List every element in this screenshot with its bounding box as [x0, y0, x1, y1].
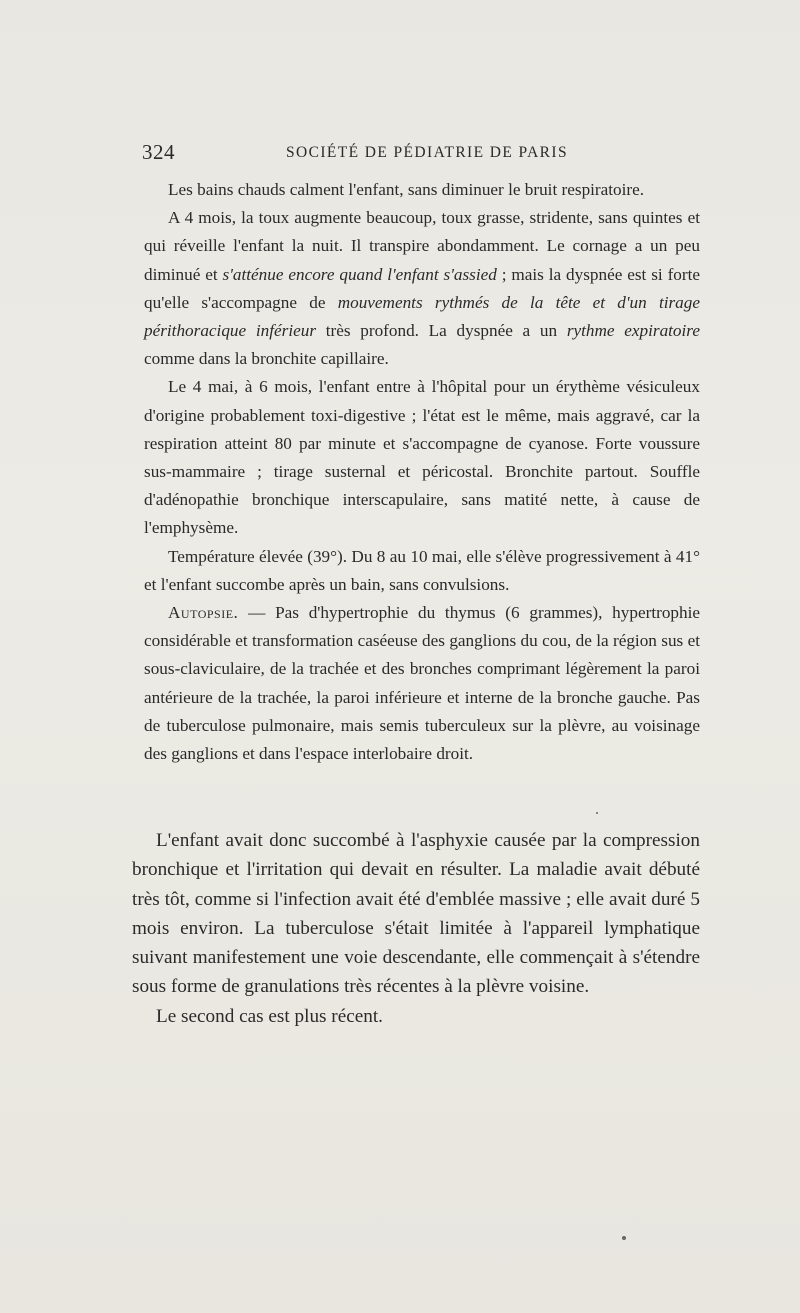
italic-phrase: rythme expiratoire [566, 321, 700, 341]
ink-speck [622, 1236, 626, 1240]
paragraph-temperature: Température élevée (39°). Du 8 au 10 mai, elle s'élève progressivement à 41° et l'enfant succombe après un bain, sans convulsions. [144, 546, 700, 594]
paragraph-bains: Les bains chauds calment l'enfant, sans diminuer le bruit respiratoire. [168, 180, 645, 199]
case-report-text [144, 176, 700, 768]
page-header [142, 140, 702, 170]
paragraph-quatre-mois: A 4 mois, la toux augmente beaucoup, toux grasse, stridente, sans quintes et qui réveille l'enfant la nuit. Il transpire abondamment. Le cornage a un peu diminué et s'atténue encore quand l'enfant s'assied ; mais la dyspnée est si forte qu'elle s'accompagne de mouvements rythmés de la tête et d'un tirage périthoracique inférieur très profond. La dyspnée a un rythme expiratoire comme dans la bronchite capillaire. [144, 208, 701, 369]
paragraph-autopsie: Autopsie. — Pas d'hypertrophie du thymus (6 grammes), hypertrophie considérable et transformation caséeuse des ganglions du cou, de la région sus et sous-claviculaire, de la trachée et des bronches comprimant légèrement la paroi antérieure de la trachée, la paroi inférieure et interne de la bronche gauche. Pas de tuberculose pulmonaire, mais semis tuberculeux sur la plèvre, au voisinage des ganglions et dans l'espace interlobaire droit. [144, 603, 700, 764]
italic-phrase: mouvements rythmés de la tête et d'un tirage périthoracique inférieur [144, 292, 700, 341]
paragraph-second-cas: Le second cas est plus récent. [156, 1005, 383, 1027]
running-title: SOCIÉTÉ DE PÉDIATRIE DE PARIS [286, 144, 569, 161]
paragraph-quatre-mai: Le 4 mai, à 6 mois, l'enfant entre à l'hôpital pour un érythème vésiculeux d'origine probablement toxi-digestive ; l'état est le même, mais aggravé, car la respiration atteint 80 par minute et s'accompagne de cyanose. Forte voussure sus-mammaire ; tirage susternal et péricostal. Bronchite partout. Souffle d'adénopathie bronchique interscapulaire, sans matité nette, à cause de l'emphysème. [144, 377, 700, 538]
conclusion-text [132, 826, 700, 1031]
ink-speck [596, 812, 598, 814]
autopsie-label: Autopsie. [168, 603, 239, 623]
italic-phrase: s'atténue encore quand l'enfant s'assied [222, 264, 497, 284]
paragraph-conclusion: L'enfant avait donc succombé à l'asphyxie causée par la compression bronchique et l'irritation qui devait en résulter. La maladie avait débuté très tôt, comme si l'infection avait été d'emblée massive ; elle avait duré 5 mois environ. La tuberculose s'était limitée à l'appareil lymphatique suivant manifestement une voie descendante, elle commençait à s'étendre sous forme de granulations très récentes à la plèvre voisine. [132, 830, 700, 998]
page-number: 324 [142, 140, 175, 164]
